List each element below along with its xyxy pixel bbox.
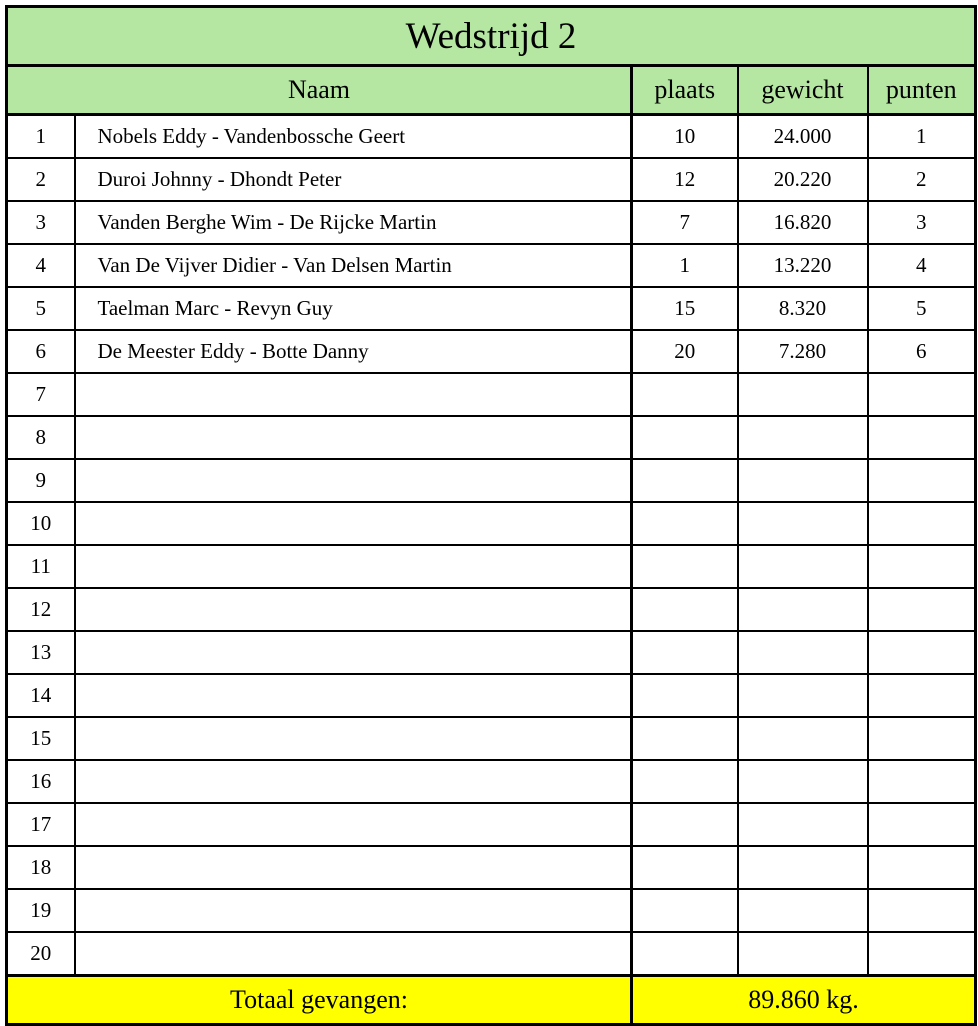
header-row bbox=[7, 66, 976, 115]
table-row bbox=[7, 889, 976, 932]
place-cell: 10 bbox=[632, 115, 738, 159]
points-cell bbox=[868, 803, 976, 846]
name-cell: Duroi Johnny - Dhondt Peter bbox=[75, 158, 632, 201]
table-row bbox=[7, 846, 976, 889]
table-row bbox=[7, 459, 976, 502]
table-row bbox=[7, 803, 976, 846]
table-row bbox=[7, 674, 976, 717]
row-number-cell: 16 bbox=[7, 760, 75, 803]
name-cell: Nobels Eddy - Vandenbossche Geert bbox=[75, 115, 632, 159]
points-cell bbox=[868, 459, 976, 502]
place-cell: 20 bbox=[632, 330, 738, 373]
weight-cell: 13.220 bbox=[738, 244, 868, 287]
table-row bbox=[7, 588, 976, 631]
row-number-cell: 9 bbox=[7, 459, 75, 502]
points-cell: 2 bbox=[868, 158, 976, 201]
weight-cell: 8.320 bbox=[738, 287, 868, 330]
results-table bbox=[5, 5, 977, 1026]
weight-cell bbox=[738, 760, 868, 803]
table-row bbox=[7, 545, 976, 588]
name-cell bbox=[75, 717, 632, 760]
points-cell bbox=[868, 846, 976, 889]
place-cell bbox=[632, 416, 738, 459]
name-cell bbox=[75, 631, 632, 674]
place-cell bbox=[632, 588, 738, 631]
points-cell bbox=[868, 889, 976, 932]
table-row bbox=[7, 115, 976, 159]
results-sheet bbox=[5, 5, 974, 1026]
row-number-cell: 17 bbox=[7, 803, 75, 846]
points-cell: 4 bbox=[868, 244, 976, 287]
points-cell: 1 bbox=[868, 115, 976, 159]
name-cell bbox=[75, 846, 632, 889]
weight-cell bbox=[738, 373, 868, 416]
weight-cell: 20.220 bbox=[738, 158, 868, 201]
table-row bbox=[7, 416, 976, 459]
name-cell bbox=[75, 545, 632, 588]
row-number-cell: 8 bbox=[7, 416, 75, 459]
row-number-cell: 4 bbox=[7, 244, 75, 287]
row-number-cell: 15 bbox=[7, 717, 75, 760]
weight-cell bbox=[738, 416, 868, 459]
weight-cell bbox=[738, 588, 868, 631]
total-row bbox=[7, 976, 976, 1025]
title-row bbox=[7, 7, 976, 66]
row-number-cell: 3 bbox=[7, 201, 75, 244]
name-cell bbox=[75, 889, 632, 932]
row-number-cell: 20 bbox=[7, 932, 75, 976]
row-number-cell: 19 bbox=[7, 889, 75, 932]
name-cell: Taelman Marc - Revyn Guy bbox=[75, 287, 632, 330]
total-value: 89.860 kg. bbox=[632, 976, 976, 1025]
row-number-cell: 1 bbox=[7, 115, 75, 159]
place-cell bbox=[632, 889, 738, 932]
name-cell: Van De Vijver Didier - Van Delsen Martin bbox=[75, 244, 632, 287]
points-cell bbox=[868, 416, 976, 459]
points-cell bbox=[868, 674, 976, 717]
weight-cell bbox=[738, 459, 868, 502]
column-header-points: punten bbox=[868, 66, 976, 115]
name-cell: De Meester Eddy - Botte Danny bbox=[75, 330, 632, 373]
column-header-weight: gewicht bbox=[738, 66, 868, 115]
name-cell bbox=[75, 373, 632, 416]
row-number-cell: 6 bbox=[7, 330, 75, 373]
table-row bbox=[7, 287, 976, 330]
row-number-cell: 5 bbox=[7, 287, 75, 330]
weight-cell: 7.280 bbox=[738, 330, 868, 373]
results-table-body bbox=[7, 7, 976, 1025]
name-cell bbox=[75, 932, 632, 976]
table-row bbox=[7, 158, 976, 201]
points-cell bbox=[868, 502, 976, 545]
weight-cell bbox=[738, 502, 868, 545]
column-header-name: Naam bbox=[7, 66, 632, 115]
name-cell bbox=[75, 674, 632, 717]
place-cell bbox=[632, 674, 738, 717]
table-row bbox=[7, 244, 976, 287]
row-number-cell: 18 bbox=[7, 846, 75, 889]
weight-cell bbox=[738, 717, 868, 760]
points-cell bbox=[868, 717, 976, 760]
page-title: Wedstrijd 2 bbox=[7, 7, 976, 66]
table-row bbox=[7, 631, 976, 674]
name-cell bbox=[75, 502, 632, 545]
weight-cell: 16.820 bbox=[738, 201, 868, 244]
name-cell: Vanden Berghe Wim - De Rijcke Martin bbox=[75, 201, 632, 244]
table-row bbox=[7, 760, 976, 803]
weight-cell bbox=[738, 803, 868, 846]
row-number-cell: 10 bbox=[7, 502, 75, 545]
row-number-cell: 2 bbox=[7, 158, 75, 201]
total-label: Totaal gevangen: bbox=[7, 976, 632, 1025]
points-cell: 6 bbox=[868, 330, 976, 373]
points-cell: 3 bbox=[868, 201, 976, 244]
points-cell bbox=[868, 760, 976, 803]
name-cell bbox=[75, 459, 632, 502]
name-cell bbox=[75, 588, 632, 631]
place-cell bbox=[632, 932, 738, 976]
row-number-cell: 14 bbox=[7, 674, 75, 717]
place-cell: 7 bbox=[632, 201, 738, 244]
row-number-cell: 13 bbox=[7, 631, 75, 674]
table-row bbox=[7, 330, 976, 373]
weight-cell bbox=[738, 932, 868, 976]
place-cell bbox=[632, 803, 738, 846]
points-cell bbox=[868, 373, 976, 416]
place-cell bbox=[632, 760, 738, 803]
place-cell bbox=[632, 502, 738, 545]
table-row bbox=[7, 201, 976, 244]
weight-cell bbox=[738, 545, 868, 588]
table-row bbox=[7, 717, 976, 760]
weight-cell bbox=[738, 846, 868, 889]
row-number-cell: 12 bbox=[7, 588, 75, 631]
place-cell bbox=[632, 717, 738, 760]
row-number-cell: 7 bbox=[7, 373, 75, 416]
place-cell: 1 bbox=[632, 244, 738, 287]
place-cell bbox=[632, 545, 738, 588]
points-cell: 5 bbox=[868, 287, 976, 330]
column-header-place: plaats bbox=[632, 66, 738, 115]
name-cell bbox=[75, 803, 632, 846]
weight-cell bbox=[738, 631, 868, 674]
points-cell bbox=[868, 545, 976, 588]
place-cell: 15 bbox=[632, 287, 738, 330]
table-row bbox=[7, 502, 976, 545]
weight-cell: 24.000 bbox=[738, 115, 868, 159]
row-number-cell: 11 bbox=[7, 545, 75, 588]
place-cell: 12 bbox=[632, 158, 738, 201]
table-row bbox=[7, 932, 976, 976]
name-cell bbox=[75, 760, 632, 803]
place-cell bbox=[632, 846, 738, 889]
points-cell bbox=[868, 588, 976, 631]
place-cell bbox=[632, 459, 738, 502]
points-cell bbox=[868, 932, 976, 976]
weight-cell bbox=[738, 889, 868, 932]
place-cell bbox=[632, 631, 738, 674]
weight-cell bbox=[738, 674, 868, 717]
points-cell bbox=[868, 631, 976, 674]
name-cell bbox=[75, 416, 632, 459]
place-cell bbox=[632, 373, 738, 416]
table-row bbox=[7, 373, 976, 416]
